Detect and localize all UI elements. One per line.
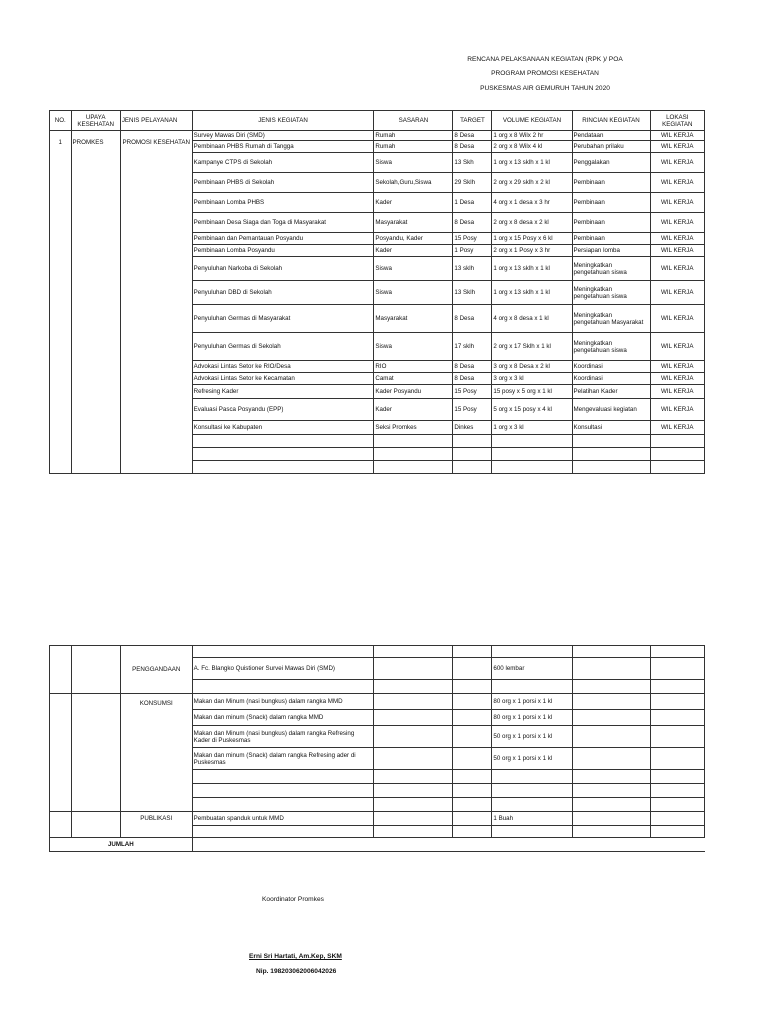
- empty-cell: [453, 798, 492, 812]
- cell-rincian: Koordinasi: [572, 373, 650, 385]
- penggandaan-label: PENGGANDAAN: [120, 646, 192, 694]
- cell-volume: 1 org x 13 sklh x 1 kl: [492, 153, 572, 173]
- konsumsi-volume: 50 org x 1 porsi x 1 kl: [492, 748, 572, 770]
- empty-cell: [650, 435, 704, 448]
- empty-cell: [650, 710, 704, 726]
- cell-kegiatan: Konsultasi ke Kabupaten: [192, 421, 374, 435]
- cell-volume: 2 org x 17 Sklh x 1 kl: [492, 333, 572, 361]
- empty-cell: [374, 694, 453, 710]
- row-upaya: PROMKES: [71, 131, 120, 474]
- empty-cell: [650, 448, 704, 461]
- cell-lokasi: WIL KERJA: [650, 361, 704, 373]
- cell-lokasi: WIL KERJA: [650, 257, 704, 281]
- cell-lokasi: WIL KERJA: [650, 245, 704, 257]
- konsumsi-item: Makan dan Minum (nasi bungkus) dalam rangka Refresing Kader di Puskesmas: [192, 726, 374, 748]
- cell-lokasi: WIL KERJA: [650, 281, 704, 305]
- title-line-1: RENCANA PELAKSANAAN KEGIATAN (RPK )/ POA: [467, 56, 623, 63]
- konsumsi-volume: 80 org x 1 porsi x 1 kl: [492, 694, 572, 710]
- cell-kegiatan: Advokasi Lintas Setor ke RIO/Desa: [192, 361, 374, 373]
- empty-cell: [572, 784, 650, 798]
- empty-cell: [650, 826, 704, 838]
- empty-cell: [572, 748, 650, 770]
- empty-cell: [192, 461, 374, 474]
- cell-kegiatan: Survey Mawas Diri (SMD): [192, 131, 374, 141]
- empty-cell: [492, 448, 572, 461]
- empty-cell: [572, 461, 650, 474]
- col-jenis-pelayanan: JENIS PELAYANAN: [120, 111, 192, 131]
- cell-sasaran: Siswa: [374, 333, 453, 361]
- cell-sasaran: Kader: [374, 399, 453, 421]
- empty-cell: [453, 826, 492, 838]
- empty-cell: [650, 784, 704, 798]
- cell-target: 1 Posy: [453, 245, 492, 257]
- cell-target: 8 Desa: [453, 373, 492, 385]
- title-line-2: PROGRAM PROMOSI KESEHATAN: [491, 70, 599, 77]
- activity-table: [49, 110, 705, 474]
- cell-kegiatan: Evaluasi Pasca Posyandu (EPP): [192, 399, 374, 421]
- title-line-3: PUSKESMAS AIR GEMURUH TAHUN 2020: [480, 85, 610, 92]
- penggandaan-item: A. Fc. Blangko Quistioner Survei Mawas Diri (SMD): [192, 658, 374, 680]
- cell-sasaran: Camat: [374, 373, 453, 385]
- empty-cell: [453, 694, 492, 710]
- empty-cell: [650, 798, 704, 812]
- cell-sasaran: Kader: [374, 193, 453, 213]
- cell-kegiatan: Penyuluhan Germas di Sekolah: [192, 333, 374, 361]
- cell-sasaran: Kader: [374, 245, 453, 257]
- cell-target: 15 Posy: [453, 385, 492, 399]
- cell-volume: 1 org x 8 Wilx 2 hr: [492, 131, 572, 141]
- cell-lokasi: WIL KERJA: [650, 385, 704, 399]
- cell-rincian: Persiapan lomba: [572, 245, 650, 257]
- empty-cell: [492, 461, 572, 474]
- cell-target: 13 Sklh: [453, 281, 492, 305]
- col-target: TARGET: [453, 111, 492, 131]
- cell-sasaran: Siswa: [374, 281, 453, 305]
- header-row: [50, 111, 705, 131]
- empty-cell: [453, 770, 492, 784]
- empty-cell: [572, 694, 650, 710]
- empty-cell: [453, 448, 492, 461]
- cell-volume: 1 org x 13 sklh x 1 kl: [492, 281, 572, 305]
- konsumsi-item: Makan dan minum (Snack) dalam rangka MMD: [192, 710, 374, 726]
- cell-rincian: Koordinasi: [572, 361, 650, 373]
- col-upaya: UPAYA KESEHATAN: [71, 111, 120, 131]
- row-pelayanan: PROMOSI KESEHATAN: [120, 131, 192, 474]
- empty-cell: [50, 694, 72, 812]
- empty-cell: [374, 710, 453, 726]
- jumlah-row: [50, 838, 705, 852]
- cell-sasaran: Rumah: [374, 141, 453, 153]
- cell-sasaran: Siswa: [374, 257, 453, 281]
- konsumsi-volume: 50 org x 1 porsi x 1 kl: [492, 726, 572, 748]
- empty-cell: [572, 710, 650, 726]
- cell-sasaran: RIO: [374, 361, 453, 373]
- cell-target: 8 Desa: [453, 305, 492, 333]
- col-no: NO.: [50, 111, 72, 131]
- cell-rincian: Konsultasi: [572, 421, 650, 435]
- table-row: [50, 646, 705, 658]
- cell-rincian: Pembinaan: [572, 213, 650, 233]
- empty-cell: [453, 812, 492, 826]
- cell-volume: 15 posy x 5 org x 1 kl: [492, 385, 572, 399]
- cell-lokasi: WIL KERJA: [650, 141, 704, 153]
- cell-volume: 1 org x 3 kl: [492, 421, 572, 435]
- cell-rincian: Pendataan: [572, 131, 650, 141]
- cell-sasaran: Masyarakat: [374, 305, 453, 333]
- table-row: [50, 694, 705, 710]
- cell-lokasi: WIL KERJA: [650, 373, 704, 385]
- empty-cell: [192, 826, 374, 838]
- cell-kegiatan: Pembinaan dan Pemantauan Posyandu: [192, 233, 374, 245]
- empty-cell: [650, 461, 704, 474]
- cell-rincian: Pembinaan: [572, 233, 650, 245]
- cell-lokasi: WIL KERJA: [650, 233, 704, 245]
- publikasi-label: PUBLIKASI: [120, 812, 192, 838]
- cell-volume: 4 org x 8 desa x 1 kl: [492, 305, 572, 333]
- empty-cell: [374, 784, 453, 798]
- empty-cell: [453, 680, 492, 694]
- empty-cell: [650, 680, 704, 694]
- empty-cell: [374, 812, 453, 826]
- cell-target: 17 sklh: [453, 333, 492, 361]
- cell-volume: 3 org x 8 Desa x 2 kl: [492, 361, 572, 373]
- cell-sasaran: Posyandu, Kader: [374, 233, 453, 245]
- coordinator-name: Erni Sri Hartati, Am.Kep, SKM: [249, 953, 342, 960]
- empty-cell: [192, 435, 374, 448]
- empty-cell: [572, 770, 650, 784]
- empty-cell: [650, 812, 704, 826]
- cell-lokasi: WIL KERJA: [650, 131, 704, 141]
- empty-cell: [572, 435, 650, 448]
- cell-rincian: Perubahan prilaku: [572, 141, 650, 153]
- empty-cell: [374, 826, 453, 838]
- empty-cell: [453, 435, 492, 448]
- empty-cell: [650, 694, 704, 710]
- table-row: [50, 812, 705, 826]
- cell-rincian: Mengevaluasi kegiatan: [572, 399, 650, 421]
- empty-cell: [374, 435, 453, 448]
- empty-cell: [192, 784, 374, 798]
- empty-cell: [572, 826, 650, 838]
- konsumsi-volume: 80 org x 1 porsi x 1 kl: [492, 710, 572, 726]
- empty-cell: [71, 812, 120, 838]
- cell-lokasi: WIL KERJA: [650, 193, 704, 213]
- table-body: [50, 131, 705, 474]
- cell-volume: 1 org x 13 sklh x 1 kl: [492, 257, 572, 281]
- cell-kegiatan: Pembinaan PHBS Rumah di Tangga: [192, 141, 374, 153]
- empty-cell: [572, 812, 650, 826]
- empty-cell: [492, 798, 572, 812]
- empty-cell: [50, 646, 72, 694]
- cell-rincian: Meningkatkan pengetahuan siswa: [572, 257, 650, 281]
- empty-cell: [453, 726, 492, 748]
- cell-kegiatan: Penyuluhan Germas di Masyarakat: [192, 305, 374, 333]
- empty-cell: [453, 710, 492, 726]
- col-rincian: RINCIAN KEGIATAN: [572, 111, 650, 131]
- empty-cell: [492, 680, 572, 694]
- empty-cell: [572, 658, 650, 680]
- cell-lokasi: WIL KERJA: [650, 333, 704, 361]
- cell-sasaran: Rumah: [374, 131, 453, 141]
- empty-cell: [374, 798, 453, 812]
- cell-kegiatan: Pembinaan Lomba Posyandu: [192, 245, 374, 257]
- konsumsi-item: Makan dan minum (Snack) dalam rangka Refresing ader di Puskesmas: [192, 748, 374, 770]
- cell-volume: 1 org x 15 Posy x 6 kl: [492, 233, 572, 245]
- budget-table: [49, 645, 705, 852]
- empty-cell: [650, 658, 704, 680]
- empty-cell: [650, 748, 704, 770]
- empty-cell: [492, 770, 572, 784]
- cell-sasaran: Masyarakat: [374, 213, 453, 233]
- empty-cell: [374, 680, 453, 694]
- cell-rincian: Pembinaan: [572, 193, 650, 213]
- cell-target: 8 Desa: [453, 361, 492, 373]
- cell-rincian: Penggalakan: [572, 153, 650, 173]
- cell-volume: 2 org x 8 desa x 2 kl: [492, 213, 572, 233]
- col-volume: VOLUME KEGIATAN: [492, 111, 572, 131]
- cell-rincian: Pembinaan: [572, 173, 650, 193]
- jumlah-value: [192, 838, 704, 852]
- empty-cell: [572, 798, 650, 812]
- coordinator-role: Koordinator Promkes: [262, 896, 324, 903]
- empty-cell: [374, 726, 453, 748]
- cell-kegiatan: Advokasi Lintas Setor ke Kecamatan: [192, 373, 374, 385]
- empty-cell: [453, 646, 492, 658]
- empty-cell: [572, 448, 650, 461]
- cell-rincian: Meningkatkan pengetahuan siswa: [572, 333, 650, 361]
- empty-cell: [492, 826, 572, 838]
- cell-rincian: Meningkatkan pengetahuan siswa: [572, 281, 650, 305]
- empty-cell: [650, 726, 704, 748]
- cell-target: 29 Sklh: [453, 173, 492, 193]
- cell-target: 8 Desa: [453, 141, 492, 153]
- konsumsi-label: KONSUMSI: [120, 694, 192, 812]
- empty-cell: [374, 448, 453, 461]
- cell-lokasi: WIL KERJA: [650, 213, 704, 233]
- cell-target: 1 Desa: [453, 193, 492, 213]
- empty-cell: [492, 784, 572, 798]
- cell-target: 8 Desa: [453, 213, 492, 233]
- cell-target: 8 Desa: [453, 131, 492, 141]
- penggandaan-volume: 600 lembar: [492, 658, 572, 680]
- empty-cell: [453, 748, 492, 770]
- cell-kegiatan: Penyuluhan Narkoba di Sekolah: [192, 257, 374, 281]
- empty-cell: [453, 784, 492, 798]
- cell-lokasi: WIL KERJA: [650, 399, 704, 421]
- empty-cell: [192, 798, 374, 812]
- cell-kegiatan: Penyuluhan DBD di Sekolah: [192, 281, 374, 305]
- empty-cell: [71, 646, 120, 694]
- cell-target: Dinkes: [453, 421, 492, 435]
- empty-cell: [492, 435, 572, 448]
- empty-cell: [192, 680, 374, 694]
- empty-cell: [572, 646, 650, 658]
- empty-cell: [71, 694, 120, 812]
- cell-rincian: Meningkatkan pengetahuan Masyarakat: [572, 305, 650, 333]
- cell-sasaran: Seksi Promkes: [374, 421, 453, 435]
- empty-cell: [374, 748, 453, 770]
- cell-lokasi: WIL KERJA: [650, 421, 704, 435]
- cell-volume: 2 org x 1 Posy x 3 hr: [492, 245, 572, 257]
- cell-volume: 2 org x 29 sklh x 2 kl: [492, 173, 572, 193]
- cell-sasaran: Kader Posyandu: [374, 385, 453, 399]
- cell-kegiatan: Pembinaan Lomba PHBS: [192, 193, 374, 213]
- col-lokasi: LOKASI KEGIATAN: [650, 111, 704, 131]
- konsumsi-item: Makan dan Minum (nasi bungkus) dalam rangka MMD: [192, 694, 374, 710]
- cell-rincian: Pelatihan Kader: [572, 385, 650, 399]
- row-no: 1: [50, 131, 72, 474]
- cell-kegiatan: Refresing Kader: [192, 385, 374, 399]
- cell-volume: 4 org x 1 desa x 3 hr: [492, 193, 572, 213]
- publikasi-volume: 1 Buah: [492, 812, 572, 826]
- budget-body: [50, 646, 705, 852]
- cell-lokasi: WIL KERJA: [650, 153, 704, 173]
- cell-target: 13 Skh: [453, 153, 492, 173]
- empty-cell: [192, 770, 374, 784]
- coordinator-nip: Nip. 198203062006042026: [256, 968, 337, 975]
- cell-volume: 5 org x 15 posy x 4 kl: [492, 399, 572, 421]
- jumlah-label: JUMLAH: [50, 838, 193, 852]
- empty-cell: [453, 658, 492, 680]
- empty-cell: [572, 726, 650, 748]
- cell-lokasi: WIL KERJA: [650, 305, 704, 333]
- cell-volume: 2 org x 8 Wilx 4 kl: [492, 141, 572, 153]
- col-sasaran: SASARAN: [374, 111, 453, 131]
- cell-kegiatan: Pembinaan Desa Siaga dan Toga di Masyarakat: [192, 213, 374, 233]
- empty-cell: [453, 461, 492, 474]
- empty-cell: [492, 646, 572, 658]
- empty-cell: [374, 658, 453, 680]
- empty-cell: [374, 646, 453, 658]
- cell-volume: 3 org x 3 kl: [492, 373, 572, 385]
- empty-cell: [374, 461, 453, 474]
- empty-cell: [650, 770, 704, 784]
- publikasi-item: Pembuatan spanduk untuk MMD: [192, 812, 374, 826]
- empty-cell: [650, 646, 704, 658]
- cell-target: 13 sklh: [453, 257, 492, 281]
- empty-cell: [192, 448, 374, 461]
- cell-sasaran: Sekolah,Guru,Siswa: [374, 173, 453, 193]
- empty-cell: [374, 770, 453, 784]
- cell-target: 15 Posy: [453, 399, 492, 421]
- empty-cell: [572, 680, 650, 694]
- cell-sasaran: Siswa: [374, 153, 453, 173]
- cell-target: 15 Posy: [453, 233, 492, 245]
- cell-lokasi: WIL KERJA: [650, 173, 704, 193]
- cell-kegiatan: Kampanye CTPS di Sekolah: [192, 153, 374, 173]
- cell-kegiatan: Pembinaan PHBS di Sekolah: [192, 173, 374, 193]
- empty-cell: [50, 812, 72, 838]
- empty-cell: [192, 646, 374, 658]
- table-row: [50, 131, 705, 141]
- col-jenis-kegiatan: JENIS KEGIATAN: [192, 111, 374, 131]
